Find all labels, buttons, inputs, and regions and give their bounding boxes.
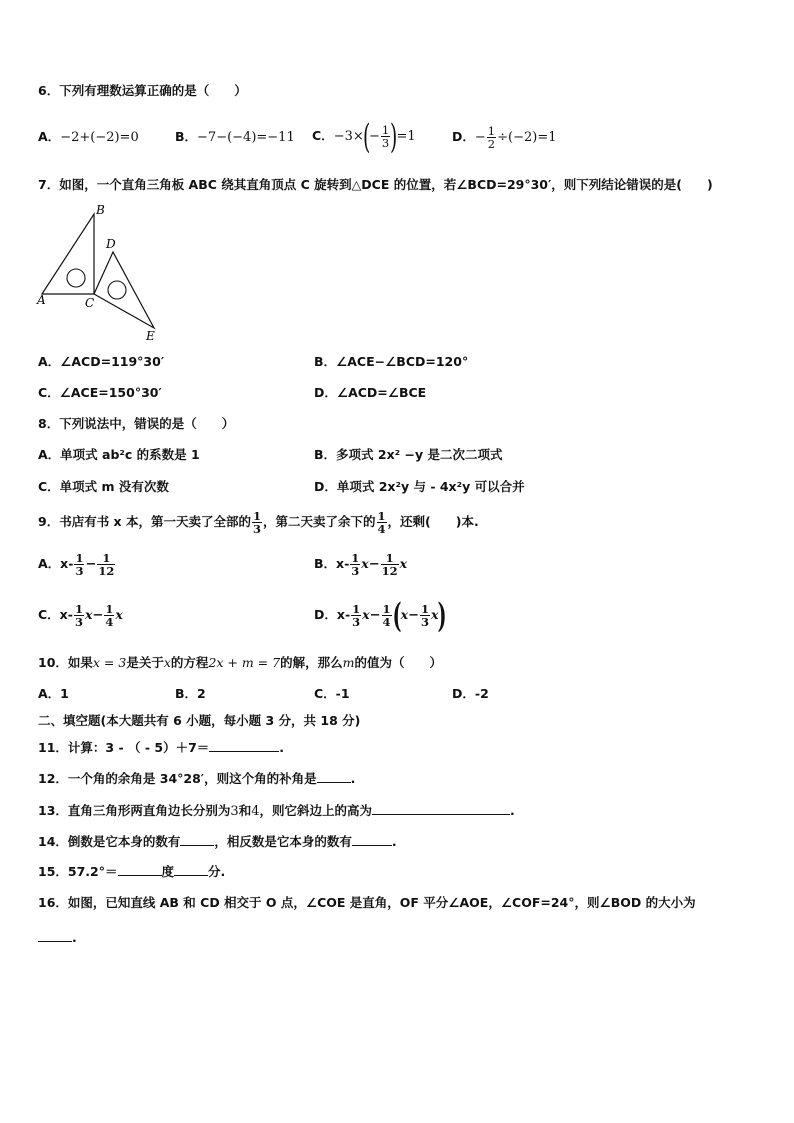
q12-blank[interactable] — [317, 770, 351, 783]
section-heading: 二、填空题(本大题共有 6 小题，每小题 3 分，共 18 分) — [38, 713, 361, 728]
q6-option-d — [452, 121, 557, 154]
q9-c-x2: x — [115, 607, 123, 622]
q13-post: . — [510, 803, 515, 818]
q8-option-a: A．单项式 ab²c 的系数是 1 — [38, 447, 200, 462]
q9-c-minus: − — [92, 608, 104, 623]
q6-d-sign: − — [474, 130, 486, 145]
q16-answer-line — [38, 929, 77, 946]
q9-f2-den: 4 — [377, 522, 386, 536]
q12-post: . — [350, 771, 356, 786]
q9-d-rparen: ) — [438, 595, 447, 636]
q7-option-b: B．∠ACE−∠BCD=120° — [314, 354, 469, 369]
q9-d-inner-x: x — [400, 607, 409, 622]
q14-mid: ，相反数是它本身的数有 — [214, 834, 352, 849]
q9-d-x3: x — [431, 607, 439, 622]
q9-c-n2: 1 — [105, 602, 114, 616]
q9-d-d3: 3 — [420, 615, 429, 629]
q15-text: 15．57.2°＝ — [38, 864, 118, 879]
q9-b-label: B．x- — [314, 556, 350, 571]
q9-d-n1: 1 — [352, 602, 361, 616]
q6-d-post: ÷(−2)=1 — [497, 130, 557, 145]
q9-a-frac2 — [97, 552, 115, 577]
q9-option-b — [314, 547, 407, 582]
q9-d-frac3 — [420, 603, 430, 628]
q9-d-frac1 — [351, 603, 361, 628]
q6-d-num: 1 — [487, 124, 496, 138]
q13-text: 13．直角三角形两直角边长分别为 — [38, 803, 231, 818]
q15-mid: 度 — [161, 864, 175, 879]
q6-option-a — [38, 129, 139, 146]
q9-b-minus: − — [368, 557, 380, 572]
q10-stem-pre: 10．如果 — [38, 655, 93, 670]
q9-stem — [38, 505, 479, 539]
q9-d-minus: − — [369, 608, 381, 623]
q6-b-expr: −7−(−4)=−11 — [197, 130, 295, 145]
q9-a-n1: 1 — [75, 551, 84, 565]
q9-stem-post: ，还剩( )本. — [387, 514, 479, 529]
q6-c-lparen: ( — [362, 116, 371, 157]
q7-option-a: A．∠ACD=119°30′ — [38, 354, 165, 369]
q9-d-frac2 — [382, 603, 392, 628]
q6-d-frac — [487, 125, 496, 150]
q15 — [38, 863, 225, 880]
q10-option-a: A．1 — [38, 686, 69, 701]
label-d: D — [106, 237, 116, 251]
q9-stem-pre: 9．书店有书 x 本，第一天卖了全部的 — [38, 514, 251, 529]
q9-d-n2: 1 — [382, 602, 391, 616]
hole-circle-right — [108, 281, 126, 299]
q6-c-den: 3 — [381, 136, 390, 150]
q9-f2-num: 1 — [377, 509, 386, 523]
q6-option-c — [312, 116, 416, 157]
q9-d-n3: 1 — [420, 602, 429, 616]
q13-n1: 3 — [230, 804, 239, 819]
q7-option-c: C．∠ACE=150°30′ — [38, 385, 162, 400]
q9-a-frac1 — [74, 552, 84, 577]
q9-c-d2: 4 — [105, 615, 114, 629]
q11 — [38, 739, 284, 756]
q13-blank[interactable] — [372, 802, 510, 815]
q9-c-frac1 — [74, 603, 84, 628]
q9-a-d2: 12 — [98, 564, 115, 578]
q7-option-d: D．∠ACD=∠BCE — [314, 385, 427, 400]
q13-mid2: ，则它斜边上的高为 — [259, 803, 372, 818]
q9-a-n2: 1 — [97, 552, 115, 565]
q9-a-d1: 3 — [75, 564, 84, 578]
q9-stem-mid: ，第二天卖了余下的 — [262, 514, 376, 529]
q7-stem: 7．如图，一个直角三角板 ABC 绕其直角顶点 C 旋转到△DCE 的位置，若∠BCD=29°30′，则下列结论错误的是( ) — [38, 177, 713, 192]
q6-a-label: A． — [38, 129, 61, 144]
q10-stem-mid3: 的解，那么 — [280, 655, 343, 670]
q9-option-d — [314, 596, 447, 635]
q6-d-label: D． — [452, 129, 475, 144]
q9-frac1 — [252, 510, 262, 535]
q6-c-pre: −3× — [333, 129, 364, 144]
q10-stem-post: 的值为（ ） — [354, 655, 442, 670]
q13-n2: 4 — [251, 804, 260, 819]
q13 — [38, 802, 515, 820]
q10-stem-mid2: 的方程 — [170, 655, 209, 670]
q6-option-b — [175, 129, 295, 146]
q9-b-frac1 — [350, 552, 360, 577]
q6-stem: 6．下列有理数运算正确的是（ ） — [38, 83, 247, 98]
q9-option-c — [38, 598, 123, 633]
q10-eq1: x = 3 — [92, 655, 127, 670]
q15-blank-2[interactable] — [174, 863, 208, 876]
q9-f1-num: 1 — [252, 509, 261, 523]
q9-f1-den: 3 — [252, 522, 261, 536]
q9-d-inner-minus: − — [408, 608, 419, 623]
q16-blank[interactable] — [38, 929, 72, 942]
q9-frac2 — [377, 510, 387, 535]
q6-c-label: C． — [312, 128, 334, 143]
q6-d-den: 2 — [487, 137, 496, 151]
hole-circle-left — [67, 269, 85, 287]
q10-option-b: B．2 — [175, 686, 206, 701]
q13-mid: 和 — [238, 803, 252, 818]
q10-option-d: D．-2 — [452, 686, 489, 701]
q9-c-n1: 1 — [74, 602, 83, 616]
q9-a-minus: − — [85, 557, 97, 572]
q6-c-sign: − — [369, 129, 380, 144]
q6-c-rparen: ) — [390, 116, 398, 157]
q9-d-d1: 3 — [352, 615, 361, 629]
q9-c-label: C．x- — [38, 607, 73, 622]
label-c: C — [85, 296, 95, 310]
q11-blank[interactable] — [209, 739, 279, 752]
q16-text: 16．如图，已知直线 AB 和 CD 相交于 O 点，∠COE 是直角，OF 平分∠AOE，∠COF=24°，则∠BOD 的大小为 — [38, 895, 696, 910]
q10-eq2: 2x + m = 7 — [208, 655, 281, 670]
q9-b-d2: 12 — [381, 564, 398, 578]
q8-option-d: D．单项式 2x²y 与 - 4x²y 可以合并 — [314, 479, 525, 494]
q9-c-d1: 3 — [74, 615, 83, 629]
q14 — [38, 833, 397, 850]
triangle-dce — [94, 252, 154, 328]
q8-option-c: C．单项式 m 没有次数 — [38, 479, 169, 494]
q7-figure — [34, 200, 164, 345]
q9-b-n2: 1 — [381, 552, 399, 565]
label-b: B — [96, 203, 105, 217]
q12-text: 12．一个角的余角是 34°28′，则这个角的补角是 — [38, 771, 317, 786]
q16-end: . — [72, 930, 77, 945]
q8-stem: 8．下列说法中，错误的是（ ） — [38, 416, 235, 431]
q9-b-x2: x — [399, 556, 408, 571]
q10-option-c: C．-1 — [314, 686, 350, 701]
q15-blank-1[interactable] — [118, 863, 162, 876]
q9-d-label: D．x- — [314, 607, 351, 622]
q6-a-expr: −2+(−2)=0 — [60, 130, 139, 145]
q9-d-x1: x — [362, 607, 370, 622]
q10-var: x — [163, 655, 171, 670]
q10-stem — [38, 655, 442, 671]
q14-blank-1[interactable] — [180, 833, 214, 846]
q8-option-b: B．多项式 2x² −y 是二次二项式 — [314, 447, 503, 462]
q11-post: . — [279, 740, 285, 755]
q9-b-frac2 — [381, 552, 399, 577]
q9-d-d2: 4 — [382, 615, 391, 629]
q6-b-label: B． — [175, 129, 198, 144]
q9-option-a — [38, 547, 116, 582]
q14-blank-2[interactable] — [352, 833, 392, 846]
q9-c-x1: x — [84, 607, 93, 622]
q6-c-frac — [381, 124, 390, 149]
q10-stem-mid1: 是关于 — [126, 655, 164, 670]
q9-d-lparen: ( — [392, 595, 402, 636]
q9-b-d1: 3 — [351, 564, 360, 578]
q14-post: . — [391, 834, 397, 849]
q14-text: 14．倒数是它本身的数有 — [38, 834, 181, 849]
q6-c-post: =1 — [396, 129, 416, 144]
q9-c-frac2 — [104, 603, 114, 628]
label-e: E — [146, 329, 155, 343]
label-a: A — [37, 293, 46, 307]
q9-b-n1: 1 — [351, 551, 360, 565]
q11-text: 11．计算：3 - （ - 5）＋7＝ — [38, 740, 210, 755]
q10-var-m: m — [342, 655, 355, 670]
q9-a-label: A．x- — [38, 556, 74, 571]
q6-c-num: 1 — [381, 123, 390, 137]
q12 — [38, 770, 355, 787]
q9-b-x1: x — [361, 556, 369, 571]
q15-post: 分. — [208, 864, 226, 879]
